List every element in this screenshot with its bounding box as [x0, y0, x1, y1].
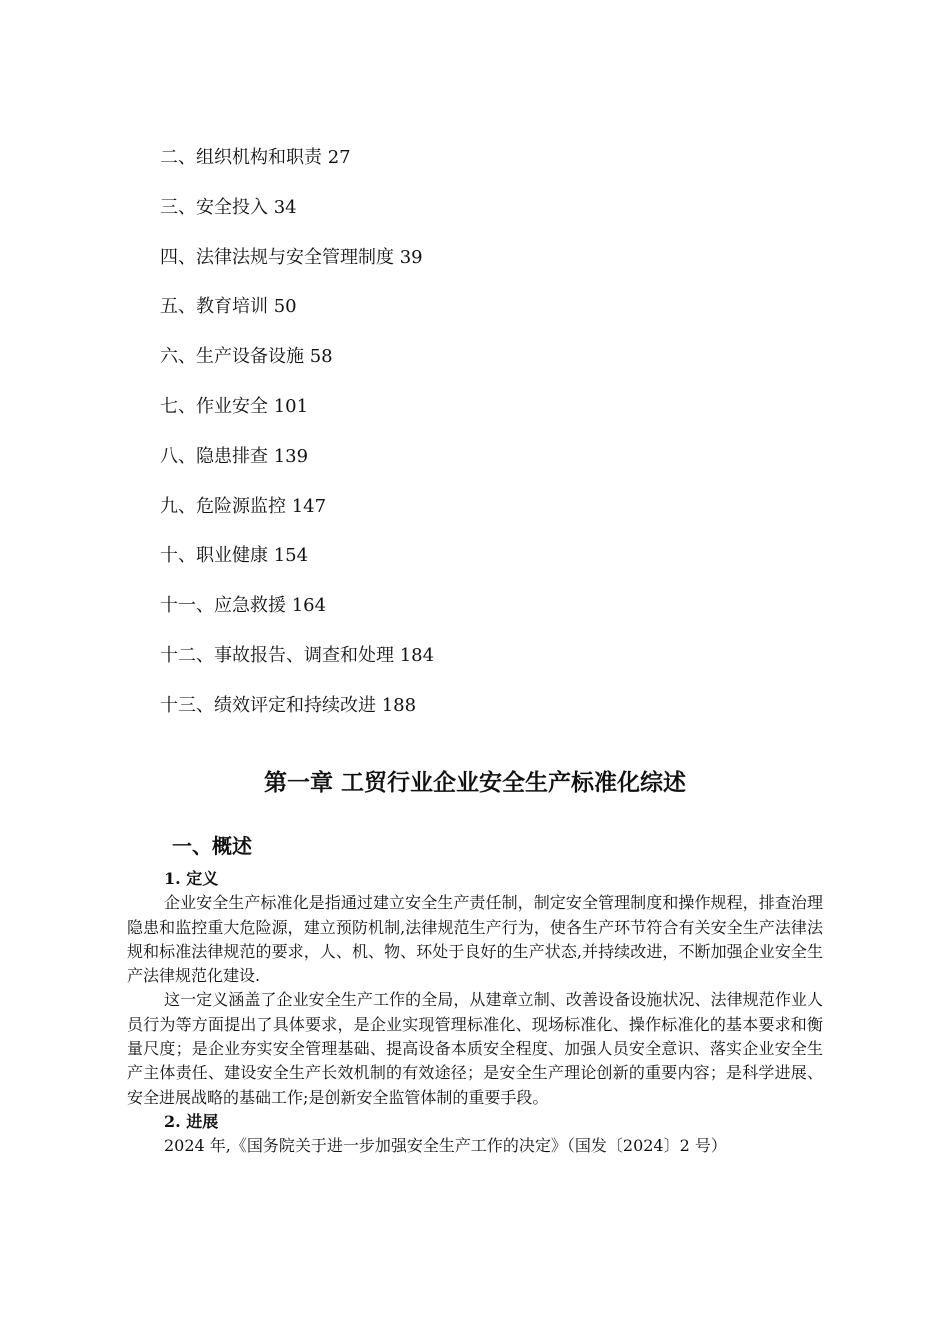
- toc-item[interactable]: 五、教育培训 50: [160, 296, 297, 318]
- toc-item[interactable]: 十三、绩效评定和持续改进 188: [160, 694, 417, 716]
- toc-item[interactable]: 二、组织机构和职责 27: [160, 147, 351, 168]
- toc-item[interactable]: 十、职业健康 154: [160, 545, 309, 567]
- paragraph-definition: 企业安全生产标准化是指通过建立安全生产责任制，制定安全管理制度和操作规程，排查治理隐患和监控重大危险源，建立预防机制,法律规范生产行为，使各生产环节符合有关安全生产法律法规和标准法律规范的要求，人、机、物、环处于良好的生产状态,并持续改进，不断加强企业安全生产法律规范化建设.: [127, 893, 823, 986]
- toc-item[interactable]: 八、隐患排查 139: [160, 445, 309, 467]
- subsection-heading-progress: 2. 进展: [164, 1111, 219, 1131]
- section-body: [127, 867, 823, 1159]
- subsection-heading-definition: 1. 定义: [164, 869, 219, 888]
- toc-item[interactable]: 十一、应急救援 164: [160, 595, 327, 617]
- paragraph-progress: 2024 年,《国务院关于进一步加强安全生产工作的决定》（国发〔2024〕2 号）: [164, 1136, 727, 1156]
- toc-item[interactable]: 六、生产设备设施 58: [160, 346, 333, 368]
- toc-item[interactable]: 七、作业安全 101: [160, 395, 309, 417]
- chapter-title: 第一章 工贸行业企业安全生产标准化综述: [263, 770, 686, 796]
- toc-item[interactable]: 十二、事故报告、调查和处理 184: [160, 644, 435, 666]
- toc-item[interactable]: 九、危险源监控 147: [160, 495, 327, 517]
- paragraph-scope: 这一定义涵盖了企业安全生产工作的全局，从建章立制、改善设备设施状况、法律规范作业人员行为等方面提出了具体要求，是企业实现管理标准化、现场标准化、操作标准化的基本要求和衡量尺度；是企业夯实安全管理基础、提高设备本质安全程度、加强人员安全意识、落实企业安全生产主体责任、建设安全生产长效机制的有效途径；是安全生产理论创新的重要内容；是科学进展、安全进展战略的基础工作;是创新安全监管体制的重要手段。: [127, 990, 823, 1107]
- toc-item[interactable]: 三、安全投入 34: [160, 196, 297, 218]
- section-heading: 一、概述: [172, 834, 252, 858]
- table-of-contents: [160, 146, 434, 744]
- toc-item[interactable]: 四、法律法规与安全管理制度 39: [160, 246, 423, 268]
